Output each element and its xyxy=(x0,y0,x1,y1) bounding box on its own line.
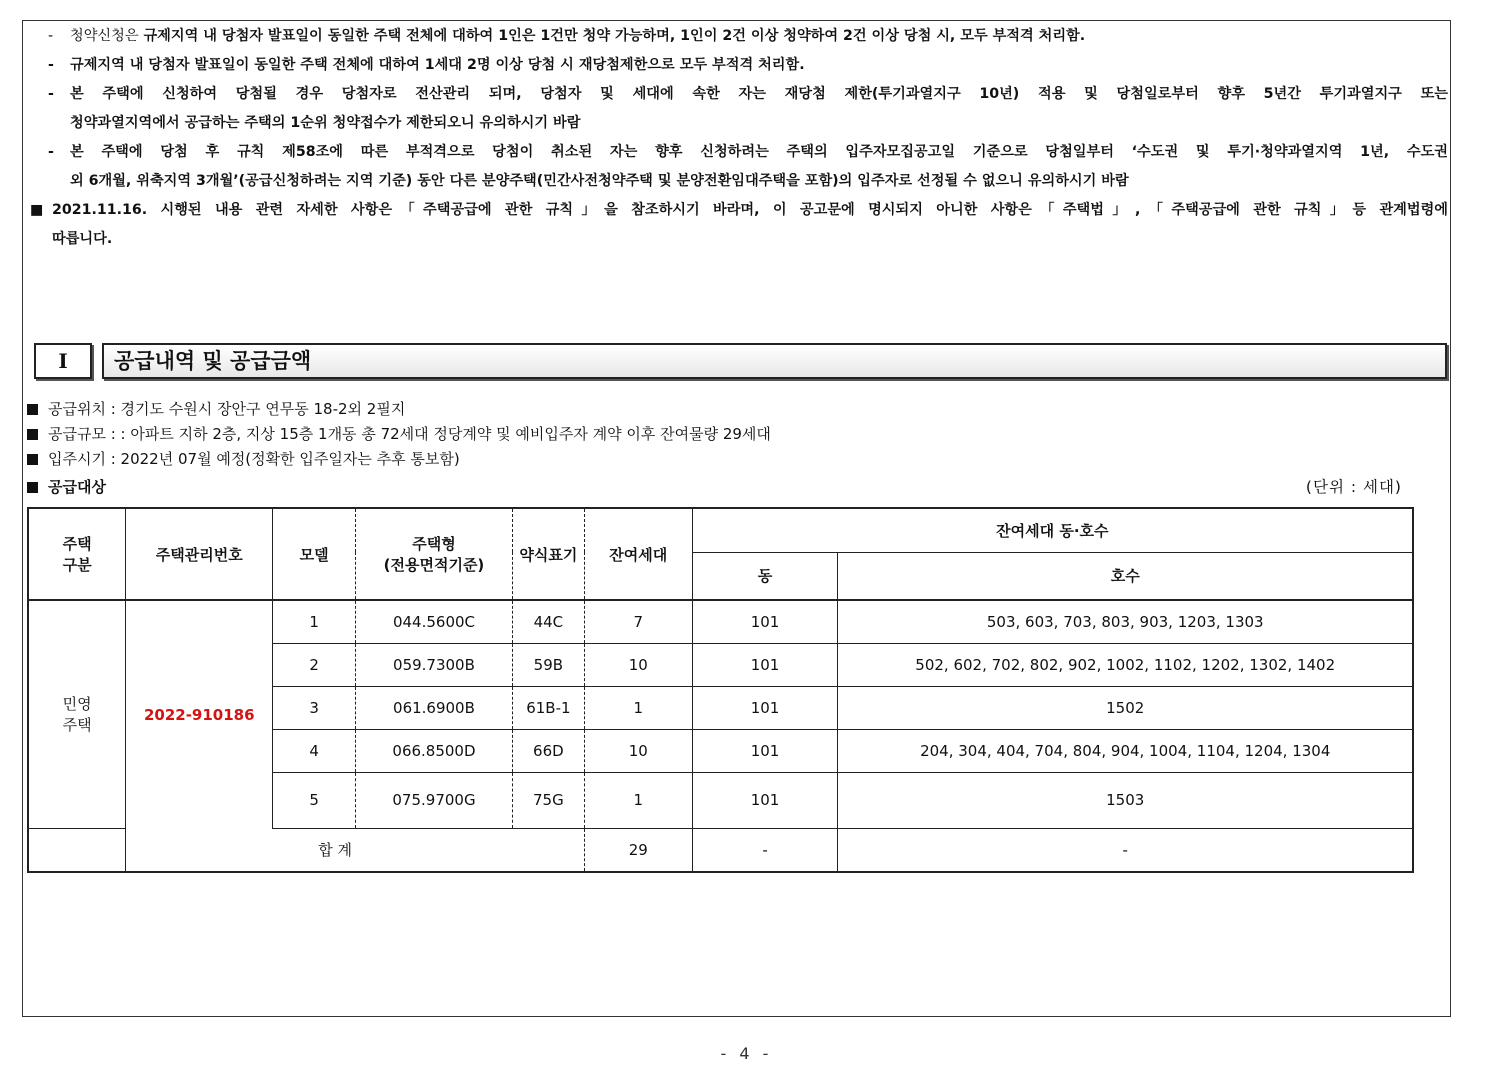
total-label: 합 계 xyxy=(126,828,584,872)
section-number: I xyxy=(34,343,92,379)
dash-marker: - xyxy=(48,86,54,102)
size-cell: 075.9700G xyxy=(356,772,513,828)
ho-cell: 1502 xyxy=(838,686,1413,729)
header-house-type xyxy=(28,508,126,600)
model-cell: 5 xyxy=(273,772,356,828)
square-bullet-icon: ■ xyxy=(30,202,44,218)
dong-cell: 101 xyxy=(692,686,838,729)
total-ho: - xyxy=(838,828,1413,872)
notice-text-line2: 외 6개월, 위축지역 3개월’(공급신청하려는 지역 기준) 동안 다른 분양주택(민간사전청약주택 및 분양전환임대주택을 포함)의 입주자로 선정될 수 없으니 유의하시기 바람 xyxy=(70,173,1129,189)
notice-text-line2: 청약과열지역에서 공급하는 주택의 1순위 청약접수가 제한되오니 유의하시기 바람 xyxy=(70,115,581,131)
notice-text: 규제지역 내 당첨자 발표일이 동일한 주택 전체에 대하여 1인은 1건만 청약 가능하며, 1인이 2건 이상 청약하여 2건 이상 당첨 시, 모두 부적격 처리함. xyxy=(138,28,1086,44)
total-remaining: 29 xyxy=(584,828,692,872)
dong-cell: 101 xyxy=(692,600,838,643)
header-mgmt-no: 주택관리번호 xyxy=(126,508,273,600)
notice-text-line1: 2021.11.16. 시행된 내용 관련 자세한 사항은「주택공급에 관한 규칙」을 참조하시기 바라며, 이 공고문에 명시되지 아니한 사항은「주택법」,「주택공급에 관한 규칙」등 관계법령에 xyxy=(52,202,1448,218)
notice-text-line2: 따릅니다. xyxy=(52,231,113,247)
abbr-cell: 61B-1 xyxy=(512,686,584,729)
dong-cell: 101 xyxy=(692,729,838,772)
notice-item-2 xyxy=(30,51,1448,80)
header-house-size xyxy=(356,508,513,600)
header-dong: 동 xyxy=(692,552,838,600)
mgmt-no-cell: 2022-910186 xyxy=(126,600,273,828)
notice-item-1 xyxy=(30,22,1448,51)
remaining-cell: 1 xyxy=(584,686,692,729)
abbr-cell: 75G xyxy=(512,772,584,828)
total-row xyxy=(28,828,1413,872)
ho-cell: 503, 603, 703, 803, 903, 1203, 1303 xyxy=(838,600,1413,643)
dong-cell: 101 xyxy=(692,772,838,828)
info-scale-text: 공급규모 : : 아파트 지하 2층, 지상 15층 1개동 총 72세대 정당계약 및 예비입주자 계약 이후 잔여물량 29세대 xyxy=(48,425,771,443)
dash-marker: - xyxy=(48,28,54,44)
model-cell: 3 xyxy=(273,686,356,729)
header-ho: 호수 xyxy=(838,552,1413,600)
info-move-in-text: 입주시기 : 2022년 07월 예정(정확한 입주일자는 추후 통보함) xyxy=(48,450,460,468)
square-bullet-icon xyxy=(27,404,38,415)
abbr-cell: 59B xyxy=(512,643,584,686)
house-type-cell xyxy=(28,600,126,828)
info-target xyxy=(27,476,106,497)
model-cell: 1 xyxy=(273,600,356,643)
size-cell: 044.5600C xyxy=(356,600,513,643)
notice-list xyxy=(30,22,1448,254)
size-cell: 059.7300B xyxy=(356,643,513,686)
square-bullet-icon xyxy=(27,454,38,465)
info-location-text: 공급위치 : 경기도 수원시 장안구 연무동 18-2외 2필지 xyxy=(48,400,406,418)
total-blank-cell xyxy=(28,828,126,872)
dash-marker: - xyxy=(48,144,54,160)
square-bullet-icon xyxy=(27,429,38,440)
notice-item-3 xyxy=(30,80,1448,138)
notice-lead: 청약신청은 xyxy=(70,28,139,44)
header-dong-ho: 잔여세대 동·호수 xyxy=(692,508,1413,552)
model-cell: 4 xyxy=(273,729,356,772)
square-bullet-icon xyxy=(27,482,38,493)
size-cell: 061.6900B xyxy=(356,686,513,729)
abbr-cell: 66D xyxy=(512,729,584,772)
ho-cell: 1503 xyxy=(838,772,1413,828)
header-remaining: 잔여세대 xyxy=(584,508,692,600)
ho-cell: 502, 602, 702, 802, 902, 1002, 1102, 1202, 1302, 1402 xyxy=(838,643,1413,686)
table-row xyxy=(28,600,1413,643)
info-move-in xyxy=(27,448,460,469)
supply-table xyxy=(27,507,1414,873)
notice-text-line1: 본 주택에 당첨 후 규칙 제58조에 따른 부적격으로 당첨이 취소된 자는 향후 신청하려는 주택의 입주자모집공고일 기준으로 당첨일부터 ‘수도권 및 투기·청약과열지역 1년, 수도권 xyxy=(70,144,1448,160)
unit-label: (단위 : 세대) xyxy=(1305,478,1402,496)
section-title: 공급내역 및 공급금액 xyxy=(102,343,1447,379)
header-house-size-line2: (전용면적기준) xyxy=(383,556,485,574)
header-model: 모델 xyxy=(273,508,356,600)
header-house-size-line1: 주택형 xyxy=(412,535,456,553)
page-number: - 4 - xyxy=(720,1044,773,1063)
info-scale xyxy=(27,423,771,444)
info-target-text: 공급대상 xyxy=(48,478,106,496)
notice-text: 규제지역 내 당첨자 발표일이 동일한 주택 전체에 대하여 1세대 2명 이상 당첨 시 재당첨제한으로 모두 부적격 처리함. xyxy=(70,57,805,73)
ho-cell: 204, 304, 404, 704, 804, 904, 1004, 1104, 1204, 1304 xyxy=(838,729,1413,772)
house-type-line1: 민영 xyxy=(62,695,92,714)
header-house-type-line2: 구분 xyxy=(62,556,92,574)
header-house-type-line1: 주택 xyxy=(62,535,92,553)
model-cell: 2 xyxy=(273,643,356,686)
remaining-cell: 10 xyxy=(584,729,692,772)
abbr-cell: 44C xyxy=(512,600,584,643)
notice-item-4 xyxy=(30,138,1448,196)
remaining-cell: 7 xyxy=(584,600,692,643)
notice-text-line1: 본 주택에 신청하여 당첨될 경우 당첨자로 전산관리 되며, 당첨자 및 세대에 속한 자는 재당첨 제한(투기과열지구 10년) 적용 및 당첨일로부터 향후 5년간 투기과열지구 또는 xyxy=(70,86,1448,102)
remaining-cell: 1 xyxy=(584,772,692,828)
notice-item-5 xyxy=(30,196,1448,254)
remaining-cell: 10 xyxy=(584,643,692,686)
header-abbr: 약식표기 xyxy=(512,508,584,600)
info-location xyxy=(27,398,405,419)
total-dong: - xyxy=(692,828,838,872)
house-type-line2: 주택 xyxy=(62,716,92,735)
size-cell: 066.8500D xyxy=(356,729,513,772)
dash-marker: - xyxy=(48,57,54,73)
dong-cell: 101 xyxy=(692,643,838,686)
